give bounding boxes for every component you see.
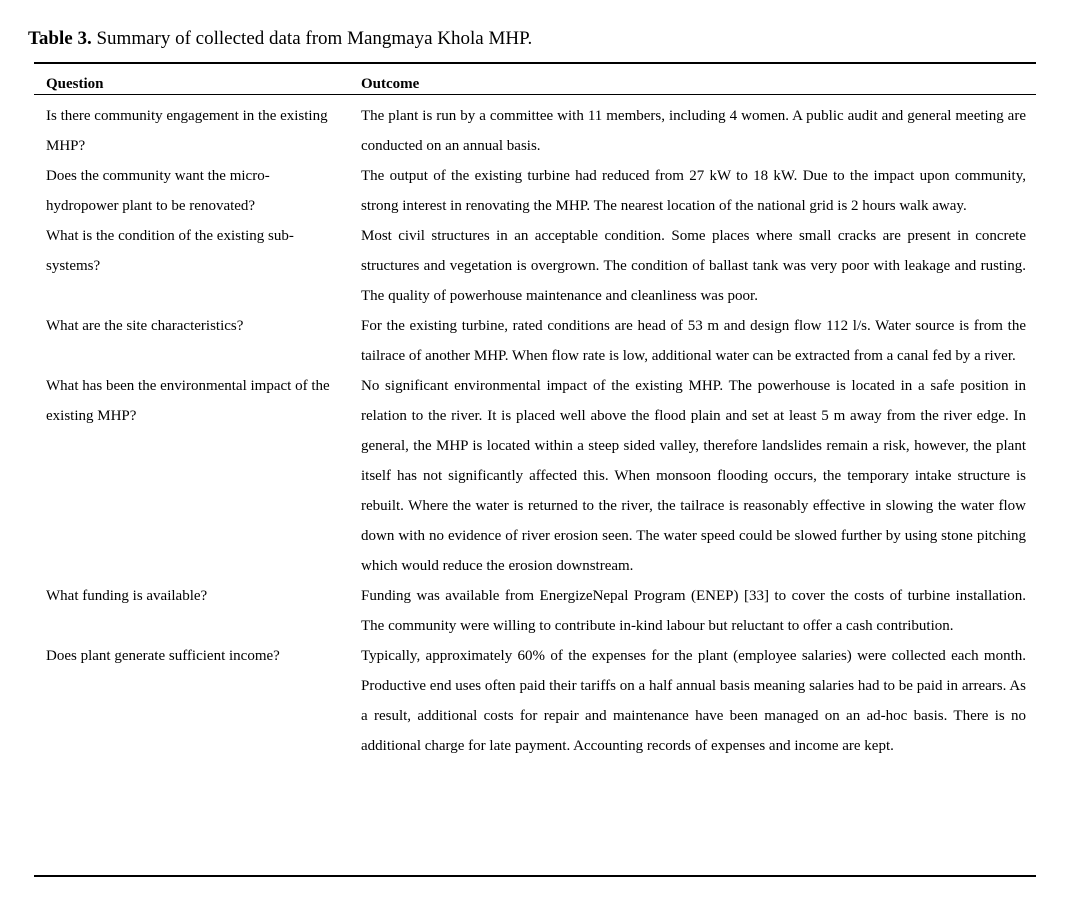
table-header-rule	[34, 94, 1036, 95]
question-cell: Does plant generate sufficient income?	[46, 648, 280, 664]
table-row	[0, 581, 1075, 641]
table-caption	[28, 27, 532, 51]
outcome-cell: Most civil structures in an acceptable condition. Some places where small cracks are present in concrete structures and vegetation is overgrown. The condition of ballast tank was very poor with leakage and rusting. The quality of powerhouse maintenance and cleanliness was poor.	[361, 228, 1026, 304]
table-row	[0, 221, 1075, 311]
column-header-outcome: Outcome	[361, 76, 420, 92]
column-header-question: Question	[46, 76, 104, 92]
question-cell: What funding is available?	[46, 588, 208, 604]
question-cell: What has been the environmental impact of the existing MHP?	[46, 378, 330, 424]
outcome-cell: Typically, approximately 60% of the expenses for the plant (employee salaries) were collected each month. Productive end uses often paid their tariffs on a half annual basis meaning salaries had to be paid in arrears. As a result, additional costs for repair and maintenance have been managed on an ad-hoc basis. There is no additional charge for late payment. Accounting records of expenses and income are kept.	[361, 648, 1026, 754]
table-caption-label: Table 3.	[28, 28, 92, 49]
table-body	[0, 101, 1075, 761]
table-caption-text: Summary of collected data from Mangmaya Khola MHP.	[91, 28, 533, 49]
table-row	[0, 161, 1075, 221]
question-cell: What is the condition of the existing sub-systems?	[46, 228, 294, 274]
table-row	[0, 311, 1075, 371]
outcome-cell: The output of the existing turbine had reduced from 27 kW to 18 kW. Due to the impact upon community, strong interest in renovating the MHP. The nearest location of the national grid is 2 hours walk away.	[361, 168, 1026, 214]
table-top-rule	[34, 62, 1036, 64]
outcome-cell: Funding was available from EnergizeNepal Program (ENEP) [33] to cover the costs of turbine installation. The community were willing to contribute in-kind labour but reluctant to offer a cash contribution.	[361, 588, 1026, 634]
outcome-cell: For the existing turbine, rated conditions are head of 53 m and design flow 112 l/s. Water source is from the tailrace of another MHP. When flow rate is low, additional water can be extracted from a canal fed by a river.	[361, 318, 1026, 364]
question-cell: Is there community engagement in the existing MHP?	[46, 108, 328, 154]
question-cell: What are the site characteristics?	[46, 318, 244, 334]
question-cell: Does the community want the micro-hydropower plant to be renovated?	[46, 168, 270, 214]
table-bottom-rule	[34, 875, 1036, 877]
table-row	[0, 101, 1075, 161]
table-row	[0, 371, 1075, 581]
outcome-cell: No significant environmental impact of the existing MHP. The powerhouse is located in a safe position in relation to the river. It is placed well above the flood plain and set at least 5 m away from the river edge. In general, the MHP is located within a steep sided valley, therefore landslides remain a risk, however, the plant itself has not significantly affected this. When monsoon flooding occurs, the temporary intake structure is rebuilt. Where the water is returned to the river, the tailrace is reasonably effective in slowing the water flow down with no evidence of river erosion seen. The water speed could be slowed further by using stone pitching which would reduce the erosion downstream.	[361, 378, 1026, 574]
table-row	[0, 641, 1075, 761]
outcome-cell: The plant is run by a committee with 11 members, including 4 women. A public audit and general meeting are conducted on an annual basis.	[361, 108, 1026, 154]
